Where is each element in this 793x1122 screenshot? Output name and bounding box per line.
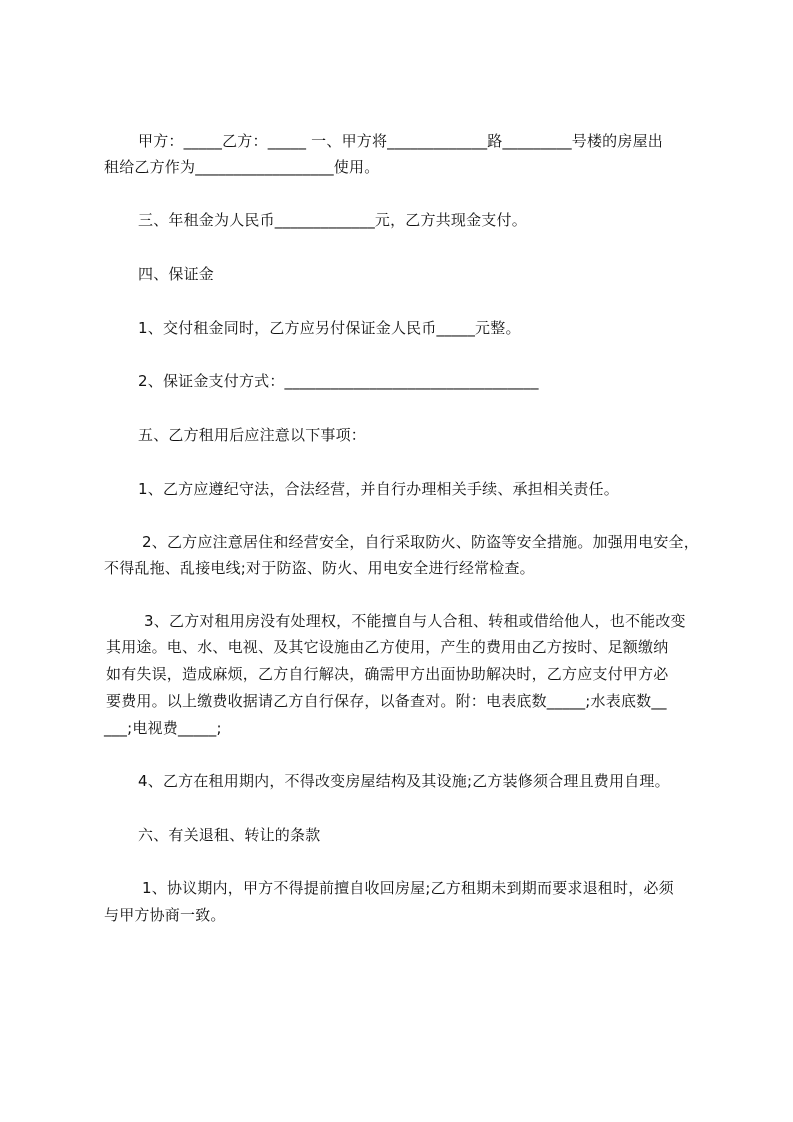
section-5-heading: 五、乙方租用后应注意以下事项： bbox=[138, 426, 367, 444]
section-5-item-3-line-1: 3、乙方对租用房没有处理权，不能擅自与人合租、转租或借给他人，也不能改变 bbox=[144, 612, 686, 630]
section-5-item-2-line-2: 不得乱拖、乱接电线;对于防盗、防火、用电安全进行经常检查。 bbox=[104, 559, 535, 577]
section-5-item-3-line-4: 要费用。以上缴费收据请乙方自行保存，以备查对。附：电表底数_____;水表底数__ bbox=[106, 692, 667, 710]
section-6-item-1-line-1: 1、协议期内，甲方不得提前擅自收回房屋;乙方租期未到期而要求退租时，必须 bbox=[142, 879, 674, 897]
party-and-clause-1-line-1: 甲方：_____乙方：_____ 一、甲方将_____________路_________号楼的房屋出 bbox=[138, 132, 663, 150]
section-5-item-2-line-1: 2、乙方应注意居住和经营安全，自行采取防火、防盗等安全措施。加强用电安全， bbox=[142, 533, 699, 551]
section-5-item-3-line-5: ___;电视费_____; bbox=[104, 719, 222, 737]
section-6-item-1-line-2: 与甲方协商一致。 bbox=[104, 906, 226, 924]
section-5-item-3-line-3: 如有失误，造成麻烦，乙方自行解决，确需甲方出面协助解决时，乙方应支付甲方必 bbox=[106, 665, 669, 683]
section-5-item-1: 1、乙方应遵纪守法，合法经营，并自行办理相关手续、承担相关责任。 bbox=[138, 480, 619, 498]
section-5-item-4: 4、乙方在租用期内，不得改变房屋结构及其设施;乙方装修须合理且费用自理。 bbox=[138, 772, 670, 790]
deposit-item-2: 2、保证金支付方式：_________________________________ bbox=[138, 372, 539, 390]
clause-1-line-2: 租给乙方作为__________________使用。 bbox=[104, 158, 380, 176]
section-6-heading: 六、有关退租、转让的条款 bbox=[138, 826, 321, 844]
section-5-item-3-line-2: 其用途。电、水、电视、及其它设施由乙方使用，产生的费用由乙方按时、足额缴纳 bbox=[106, 638, 669, 656]
deposit-item-1: 1、交付租金同时，乙方应另付保证金人民币_____元整。 bbox=[138, 319, 521, 337]
clause-3-rent: 三、年租金为人民币_____________元，乙方共现金支付。 bbox=[138, 211, 527, 229]
section-4-heading: 四、保证金 bbox=[138, 265, 215, 283]
